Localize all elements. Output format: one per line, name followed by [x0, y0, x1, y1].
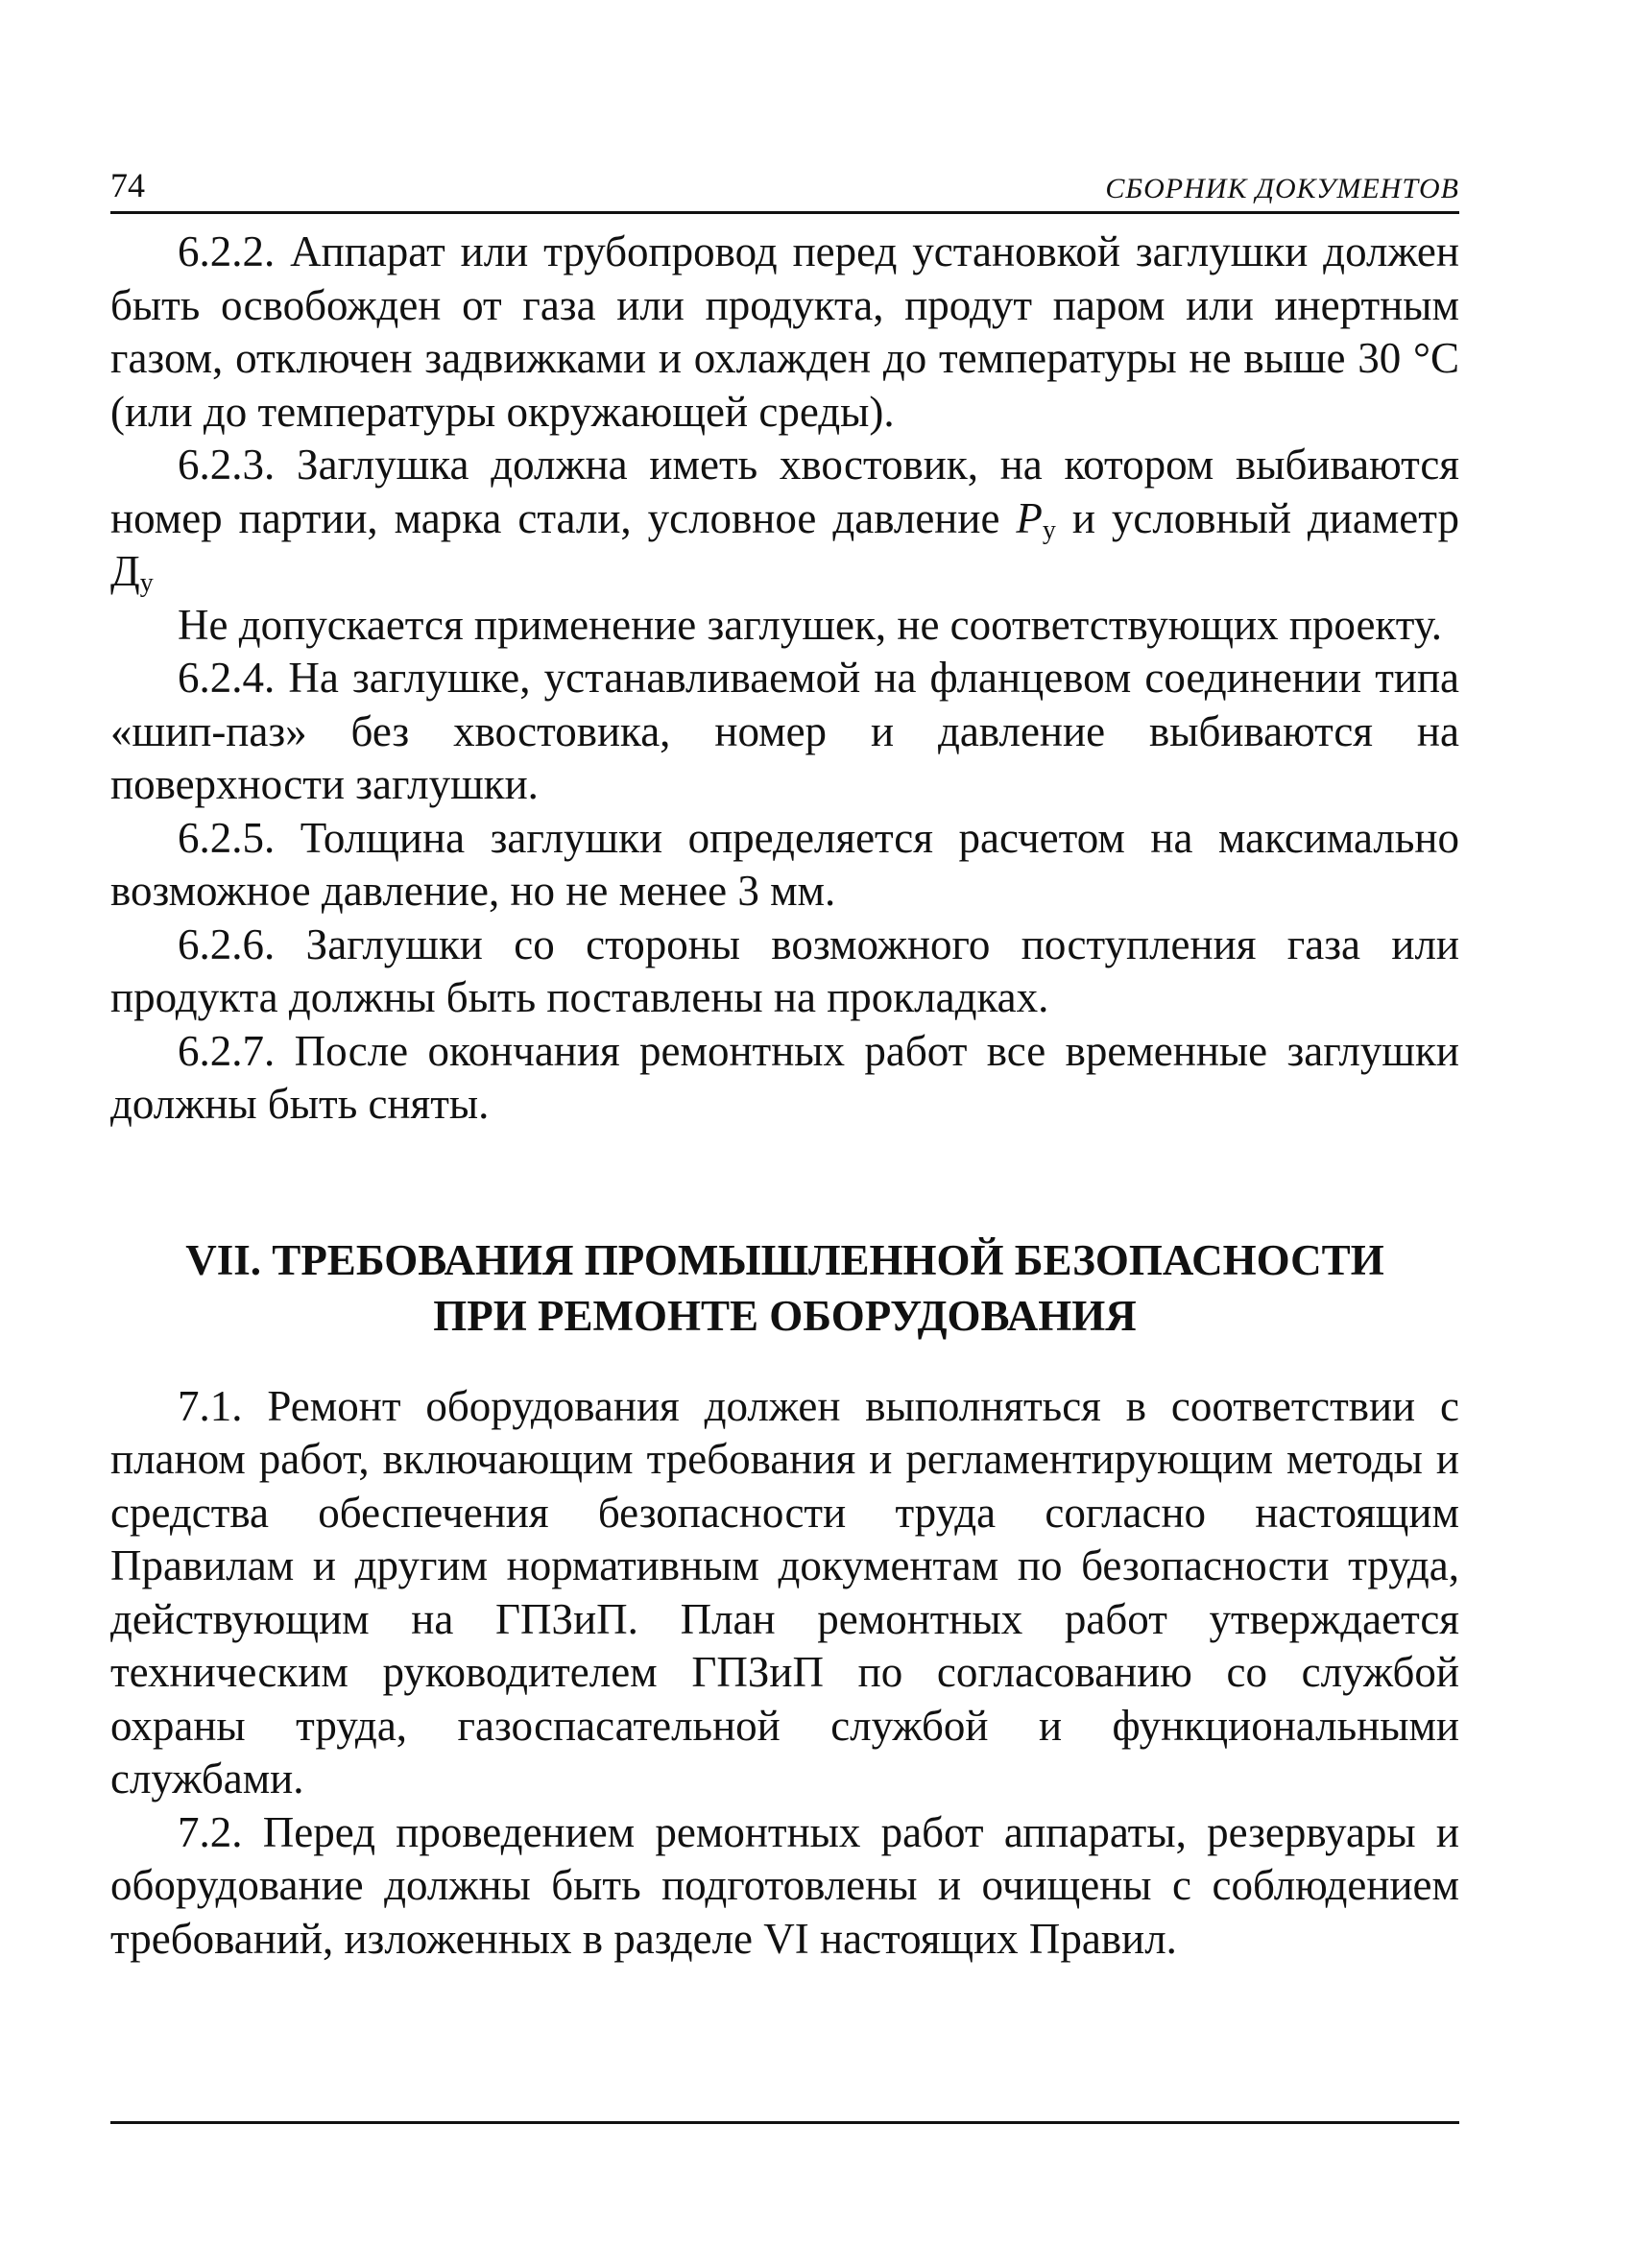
section-heading — [110, 1232, 1459, 1344]
page-number: 74 — [110, 166, 145, 204]
pressure-symbol: P — [1016, 493, 1043, 542]
paragraph-6-2-5: 6.2.5. Толщина заглушки определяется расчетом на максимально возможное давление, но не менее 3 мм. — [110, 813, 1459, 915]
paragraph-6-2-3-text-b: и условный диаметр Д — [110, 493, 1459, 595]
paragraph-7-1: 7.1. Ремонт оборудования должен выполняться в соответствии с планом работ, включающим требования и регламентирующим методы и средства обеспечения безопасности труда согласно настоящим Правилам и другим нормативным документам по безопасности труда, действующим на ГПЗиП. План ремонтных работ утверждается техническим руководителем ГПЗиП по согласованию со службой охраны труда, газоспасательной службой и функциональными службами. — [110, 1381, 1459, 1802]
paragraph-7-2: 7.2. Перед проведением ремонтных работ аппараты, резервуары и оборудование должны быть подготовлены и очищены с соблюдением требований, изложенных в разделе VI настоящих Правил. — [110, 1807, 1459, 1963]
page-body — [110, 226, 1459, 1966]
paragraph-6-2-6: 6.2.6. Заглушки со стороны возможного поступления газа или продукта должны быть поставлены на прокладках. — [110, 919, 1459, 1021]
paragraph-6-2-2: 6.2.2. Аппарат или трубопровод перед установкой заглушки должен быть освобожден от газа или продукта, продут паром или инертным газом, отключен задвижками и охлажден до температуры не выше 30 °С (или до температуры окружающей среды). — [110, 227, 1459, 436]
footer-rule — [110, 2121, 1459, 2124]
paragraph-6-2-3 — [110, 439, 1459, 599]
paragraph-6-2-7: 6.2.7. После окончания ремонтных работ все временные заглушки должны быть сняты. — [110, 1026, 1459, 1128]
document-page — [110, 163, 1459, 1966]
page-header — [110, 163, 1459, 214]
paragraph-6-2-3-text-a: 6.2.3. Заглушка должна иметь хвостовик, на котором выбиваются номер партии, марка стали, условное давление — [110, 441, 1459, 542]
diameter-subscript: у — [139, 568, 154, 598]
paragraph-6-2-3-note: Не допускается применение заглушек, не соответствующих проекту. — [178, 600, 1443, 649]
pressure-subscript: у — [1042, 514, 1056, 545]
section-heading-line-2: ПРИ РЕМОНТЕ ОБОРУДОВАНИЯ — [433, 1291, 1137, 1340]
section-heading-line-1: VII. ТРЕБОВАНИЯ ПРОМЫШЛЕННОЙ БЕЗОПАСНОСТИ — [185, 1235, 1384, 1284]
running-title: СБОРНИК ДОКУМЕНТОВ — [1105, 173, 1459, 204]
paragraph-6-2-4: 6.2.4. На заглушке, устанавливаемой на фланцевом соединении типа «шип-паз» без хвостовика, номер и давление выбиваются на поверхности заглушки. — [110, 654, 1459, 808]
